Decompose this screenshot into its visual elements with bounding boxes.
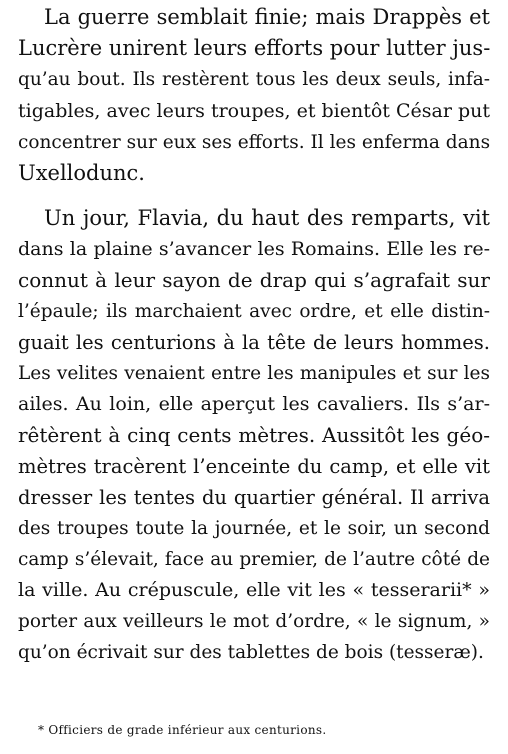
text-line: rêtèrent à cinq cents mètres. Aussitôt les géo- [18, 423, 490, 447]
text-line: Uxellodunc. [18, 161, 145, 185]
text-line: Lucrère unirent leurs efforts pour lutter jus- [18, 36, 491, 60]
footnote: * Officiers de grade inférieur aux centurions. [38, 723, 327, 737]
text-line: mètres tracèrent l’enceinte du camp, et elle vit [18, 455, 490, 478]
text-line: Un jour, Flavia, du haut des remparts, vit [44, 206, 490, 230]
text-line: qu’on écrivait sur des tablettes de bois (tesseræ). [18, 642, 484, 663]
text-line: des troupes toute la journée, et le soir, un second [18, 518, 490, 539]
text-line: camp s’élevait, face au premier, de l’autre côté de [18, 549, 490, 570]
text-line: dans la plaine s’avancer les Romains. Elle les re- [18, 238, 490, 260]
text-line: guait les centurions à la tête de leurs hommes. [18, 331, 490, 354]
text-line: la ville. Au crépuscule, elle vit les « tesserarii* » [18, 579, 490, 601]
text-line: Les velites venaient entre les manipules et sur les [18, 363, 490, 384]
text-line: l’épaule; ils marchaient avec ordre, et elle distin- [18, 301, 490, 322]
text-line: concentrer sur eux ses efforts. Il les enferma dans [18, 132, 491, 153]
text-line: La guerre semblait finie; mais Drappès et [44, 5, 490, 29]
text-line: ailes. Au loin, elle aperçut les cavaliers. Ils s’ar- [18, 393, 490, 415]
text-line: dresser les tentes du quartier général. Il arriva [18, 486, 490, 509]
text-line: porter aux veilleurs le mot d’ordre, « le signum, » [18, 611, 490, 632]
text-line: connut à leur sayon de drap qui s’agrafait sur [18, 268, 490, 292]
text-line: qu’au bout. Ils restèrent tous les deux seuls, infa- [18, 69, 490, 90]
text-line: tigables, avec leurs troupes, et bientôt César put [18, 100, 490, 122]
